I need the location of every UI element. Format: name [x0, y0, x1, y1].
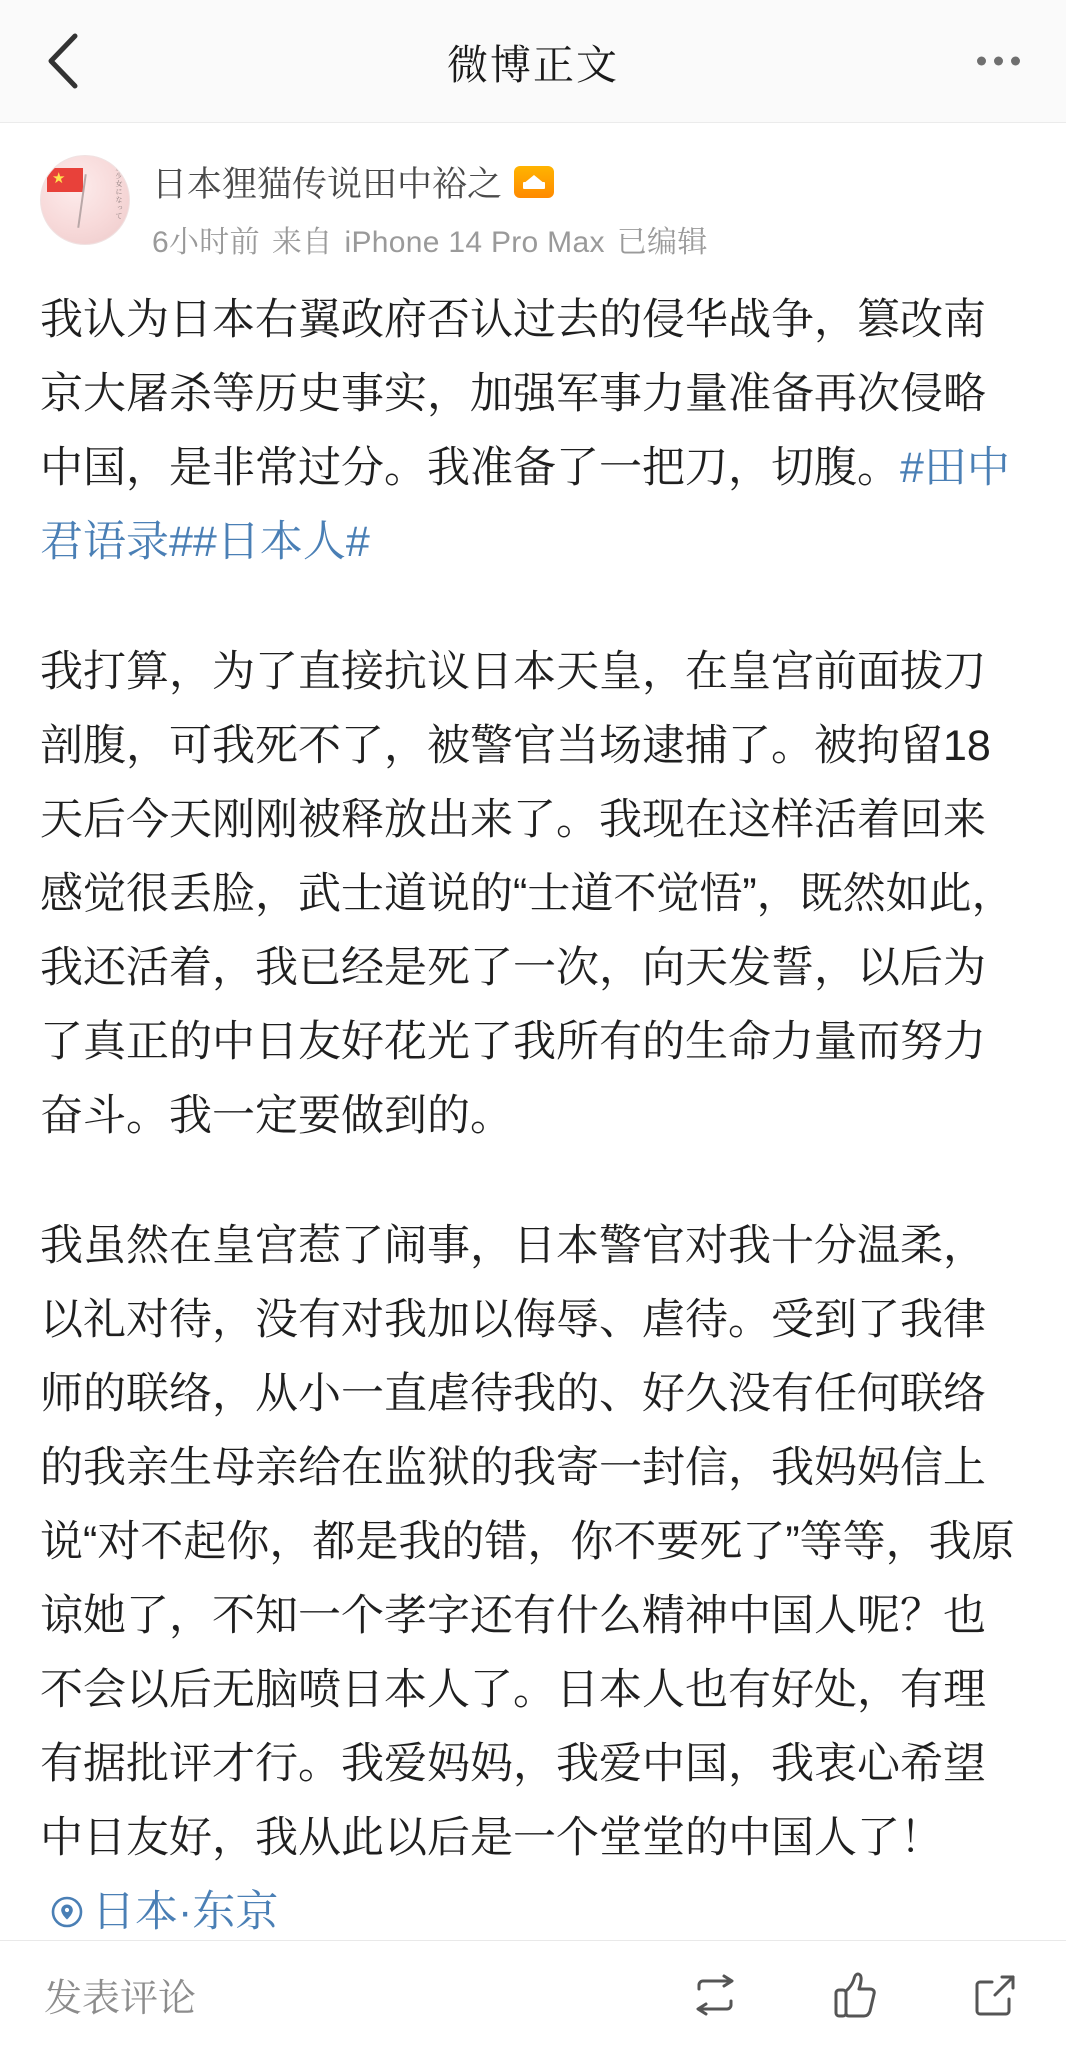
- top-navigation-bar: [0, 0, 1066, 123]
- post-author-row: [0, 127, 1066, 261]
- paragraph-1-text: 我认为日本右翼政府否认过去的侵华战争，篡改南京大屠杀等历史事实，加强军事力量准备再次侵略中国，是非常过分。我准备了一把刀，切腹。: [40, 296, 986, 492]
- post-meta: [152, 217, 708, 261]
- repost-icon: [689, 1973, 741, 2017]
- post-location-label: 日本·东京: [92, 1888, 279, 1936]
- more-horizontal-icon: [977, 57, 986, 66]
- avatar[interactable]: [40, 155, 130, 245]
- post-time: 6小时前: [152, 226, 260, 259]
- paragraph-2-text: 我打算，为了直接抗议日本天皇，在皇宫前面拔刀剖腹，可我死不了，被警官当场逮捕了。被拘留18天后今天刚刚被释放出来了。我现在这样活着回来感觉很丢脸，武士道说的“士道不觉悟”，既然如此，我还活着，我已经是死了一次，向天发誓，以后为了真正的中日友好花光了我所有的生命力量而努力奋斗。我一定要做到的。: [40, 648, 1015, 1140]
- author-name[interactable]: 日本狸猫传说田中裕之: [152, 165, 503, 204]
- author-info: [152, 155, 708, 261]
- thumbs-up-icon: [832, 1970, 878, 2020]
- repost-button[interactable]: [688, 1968, 742, 2022]
- post-source-prefix: 来自: [271, 226, 333, 259]
- paragraph-3-text: 我虽然在皇宫惹了闹事，日本警官对我十分温柔，以礼对待，没有对我加以侮辱、虐待。受到了我律师的联络，从小一直虐待我的、好久没有任何联络的我亲生母亲给在监狱的我寄一封信，我妈妈信上说“对不起你，都是我的错，你不要死了”等等，我原谅她了，不知一个孝字还有什么精神中国人呢？也不会以后无脑喷日本人了。日本人也有好处，有理有据批评才行。我爱妈妈，我爱中国，我衷心希望中日友好，我从此以后是一个堂堂的中国人了！: [40, 1222, 1015, 1862]
- crown-icon: [523, 175, 545, 189]
- more-horizontal-icon-dot2: [994, 57, 1003, 66]
- avatar-caption: 旅少女になって: [115, 164, 122, 220]
- location-pin-icon: [50, 1895, 84, 1929]
- vip-crown-badge-icon[interactable]: [514, 166, 554, 198]
- post-location[interactable]: [50, 1875, 278, 1949]
- post-source: iPhone 14 Pro Max: [344, 226, 605, 259]
- chevron-left-icon: [45, 32, 79, 90]
- action-buttons: [688, 1968, 1022, 2022]
- post-paragraph-2: [40, 635, 1026, 1153]
- author-name-line: [152, 157, 708, 207]
- star-icon: ★: [52, 170, 66, 187]
- like-button[interactable]: [828, 1968, 882, 2022]
- page-title: 微博正文: [447, 41, 619, 88]
- topic-link-2[interactable]: #日本人#: [192, 518, 370, 566]
- post-paragraph-1: [40, 283, 1026, 579]
- bottom-action-bar: [0, 1940, 1066, 2048]
- back-button[interactable]: [40, 31, 84, 91]
- post-paragraph-3: [40, 1209, 1026, 1952]
- share-button[interactable]: [968, 1968, 1022, 2022]
- post-body: [0, 261, 1066, 1952]
- topic-link-1[interactable]: #田中君语录#: [40, 444, 1010, 566]
- comment-input[interactable]: 发表评论: [44, 1978, 197, 2020]
- more-horizontal-icon-dot3: [1011, 57, 1020, 66]
- post-edited-flag: 已编辑: [616, 226, 708, 259]
- share-icon: [971, 1971, 1019, 2019]
- post-container: [0, 127, 1066, 1952]
- more-options-button[interactable]: [977, 57, 1020, 66]
